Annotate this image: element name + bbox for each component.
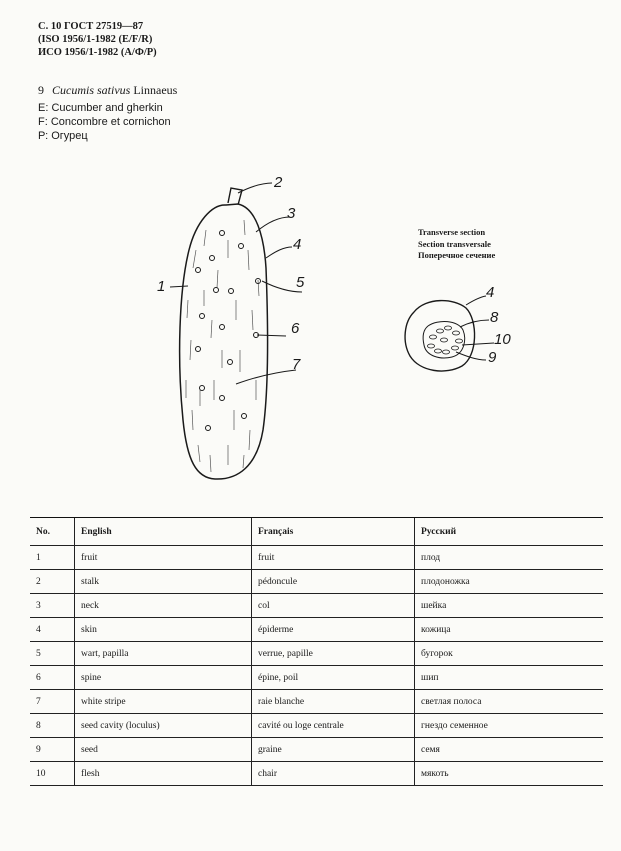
table-row (30, 570, 603, 594)
label-7: 7 (292, 356, 301, 373)
term-russian: плод (415, 546, 604, 570)
cucumber-body (180, 204, 268, 479)
table-row (30, 546, 603, 570)
term-french: fruit (252, 546, 415, 570)
term-english: stalk (75, 570, 252, 594)
label-1: 1 (157, 278, 166, 295)
term-french: épine, poil (252, 666, 415, 690)
table-row (30, 618, 603, 642)
term-english: skin (75, 618, 252, 642)
term-english: seed (75, 738, 252, 762)
header-line-3: ИСО 1956/1-1982 (А/Ф/Р) (38, 47, 157, 58)
stalk-shape (228, 188, 242, 205)
section-title-ru: Поперечное сечение (418, 250, 496, 260)
term-russian: кожица (415, 618, 604, 642)
row-number: 8 (30, 714, 75, 738)
row-number: 4 (30, 618, 75, 642)
term-french: chair (252, 762, 415, 786)
row-number: 6 (30, 666, 75, 690)
row-number: 9 (30, 738, 75, 762)
term-russian: плодоножка (415, 570, 604, 594)
term-french: graine (252, 738, 415, 762)
table-row (30, 762, 603, 786)
term-french: raie blanche (252, 690, 415, 714)
header-no: No. (30, 518, 75, 546)
section-label-4: 4 (486, 284, 495, 301)
term-french: col (252, 594, 415, 618)
term-english: seed cavity (loculus) (75, 714, 252, 738)
term-french: cavité ou loge centrale (252, 714, 415, 738)
term-russian: светлая полоса (415, 690, 604, 714)
terms-table (30, 517, 603, 786)
term-russian: шейка (415, 594, 604, 618)
header-english: English (75, 518, 252, 546)
label-4: 4 (293, 236, 302, 253)
header-russian: Русский (415, 518, 604, 546)
table-header-row (30, 518, 603, 546)
term-russian: бугорок (415, 642, 604, 666)
label-5: 5 (296, 274, 305, 291)
common-name-ru: Р: Огурец (38, 130, 88, 142)
term-english: neck (75, 594, 252, 618)
term-english: spine (75, 666, 252, 690)
term-russian: мякоть (415, 762, 604, 786)
table-row (30, 690, 603, 714)
row-number: 5 (30, 642, 75, 666)
term-english: wart, papilla (75, 642, 252, 666)
table-row (30, 738, 603, 762)
species-number: 9 (38, 83, 44, 97)
table-row (30, 714, 603, 738)
term-english: flesh (75, 762, 252, 786)
species-author: Linnaeus (133, 83, 178, 97)
table-row (30, 642, 603, 666)
section-label-8: 8 (490, 309, 499, 326)
section-label-9: 9 (488, 349, 497, 366)
term-french: verrue, papille (252, 642, 415, 666)
section-title (418, 227, 495, 262)
label-6: 6 (291, 320, 300, 337)
term-french: épiderme (252, 618, 415, 642)
common-name-en: E: Cucumber and gherkin (38, 102, 163, 114)
row-number: 1 (30, 546, 75, 570)
table-row (30, 666, 603, 690)
row-number: 3 (30, 594, 75, 618)
header-francais: Français (252, 518, 415, 546)
label-2: 2 (274, 174, 283, 191)
row-number: 7 (30, 690, 75, 714)
term-english: fruit (75, 546, 252, 570)
term-english: white stripe (75, 690, 252, 714)
term-french: pédoncule (252, 570, 415, 594)
species-latin-name: Cucumis sativus (52, 83, 131, 97)
table-row (30, 594, 603, 618)
term-russian: семя (415, 738, 604, 762)
term-russian: гнездо семенное (415, 714, 604, 738)
row-number: 2 (30, 570, 75, 594)
label-3: 3 (287, 205, 296, 222)
header-line-1: С. 10 ГОСТ 27519—87 (38, 21, 144, 32)
header-line-2: (ISO 1956/1-1982 (E/F/R) (38, 34, 153, 45)
term-russian: шип (415, 666, 604, 690)
section-label-10: 10 (494, 331, 511, 348)
section-title-fr: Section transversale (418, 238, 491, 249)
section-title-en: Transverse section (418, 227, 486, 237)
row-number: 10 (30, 762, 75, 786)
common-name-fr: F: Concombre et cornichon (38, 116, 171, 128)
